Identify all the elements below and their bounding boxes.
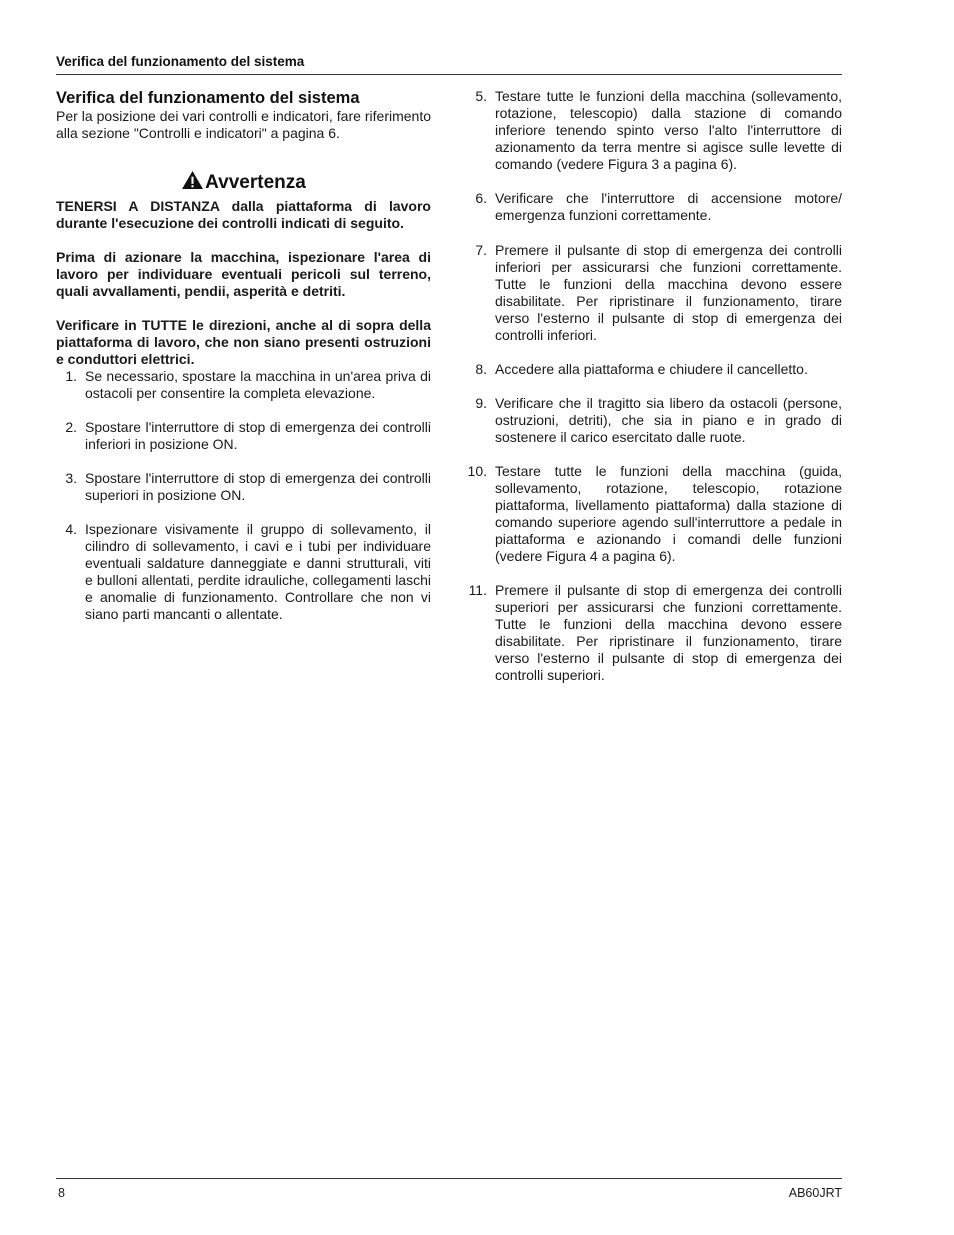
- step-text: Premere il pulsante di stop di emergenza dei controlli inferiori per assicurarsi che funzioni correttamente. Tutte le funzioni della macchina devono essere disabilitate. Per ripristinare il funzionamento, tirare verso l'esterno il pulsante di stop di emergenza dei controlli inferiori.: [495, 242, 842, 343]
- list-item: [56, 368, 431, 402]
- step-number: 8.: [475, 361, 487, 377]
- warning-title: Avvertenza: [205, 172, 306, 193]
- list-item: [466, 88, 842, 173]
- step-number: 2.: [65, 419, 77, 435]
- left-column: [56, 88, 431, 640]
- step-text: Premere il pulsante di stop di emergenza dei controlli superiori per assicurarsi che funzioni correttamente. Tutte le funzioni della macchina devono essere disabilitate. Per ripristinare il funzionamento, tirare verso l'esterno il pulsante di stop di emergenza dei controlli superiori.: [495, 582, 842, 683]
- step-text: Se necessario, spostare la macchina in un'area priva di ostacoli per consentire la completa elevazione.: [85, 368, 431, 401]
- warning-triangle-icon: [181, 170, 205, 196]
- right-column: [466, 88, 842, 684]
- running-header: Verifica del funzionamento del sistema: [56, 54, 305, 69]
- step-number: 7.: [475, 242, 487, 258]
- step-number: 3.: [65, 470, 77, 486]
- list-item: [56, 419, 431, 453]
- step-text: Ispezionare visivamente il gruppo di sollevamento, il cilindro di sollevamento, i cavi e i tubi per individuare eventuali saldature danneggiate e danni strutturali, viti e bulloni allentati, perdite idrauliche, collegamenti laschi e anomalie di funzionamento. Controllare che non vi siano parti mancanti o allentate.: [85, 521, 431, 622]
- warning-paragraph: TENERSI A DISTANZA dalla piattaforma di lavoro durante l'esecuzione dei controlli indicati di seguito.: [56, 198, 431, 231]
- page-number: 8: [58, 1186, 65, 1200]
- list-item: [466, 463, 842, 565]
- step-number: 5.: [475, 88, 487, 104]
- warning-paragraph: Prima di azionare la macchina, ispezionare l'area di lavoro per individuare eventuali pericoli sul terreno, quali avvallamenti, pendii, asperità e detriti.: [56, 249, 431, 299]
- step-text: Verificare che l'interruttore di accensione motore/ emergenza funzioni correttamente.: [495, 190, 842, 223]
- list-item: [466, 190, 842, 224]
- step-text: Testare tutte le funzioni della macchina (guida, sollevamento, rotazione, telescopio, rotazione piattaforma, livellamento piattaforma) dalla stazione di comando superiore agendo sull'interruttore a pedale in piattaforma e azionando i comandi delle funzioni (vedere Figura 4 a pagina 6).: [495, 463, 842, 564]
- step-text: Verificare che il tragitto sia libero da ostacoli (persone, ostruzioni, detriti), che sia in piano e in grado di sostenere il carico esercitato dalle ruote.: [495, 395, 842, 445]
- steps-list-right: [466, 88, 842, 684]
- step-number: 10.: [467, 463, 487, 479]
- list-item: [466, 242, 842, 344]
- step-text: Spostare l'interruttore di stop di emergenza dei controlli inferiori in posizione ON.: [85, 419, 431, 452]
- list-item: [466, 361, 842, 378]
- warning-paragraph: Verificare in TUTTE le direzioni, anche al di sopra della piattaforma di lavoro, che non siano presenti ostruzioni e conduttori elettrici.: [56, 317, 431, 367]
- step-text: Spostare l'interruttore di stop di emergenza dei controlli superiori in posizione ON.: [85, 470, 431, 503]
- step-number: 6.: [475, 190, 487, 206]
- document-code: AB60JRT: [788, 1186, 842, 1200]
- list-item: [466, 582, 842, 684]
- step-number: 1.: [65, 368, 77, 384]
- footer-divider: [56, 1178, 842, 1179]
- step-number: 4.: [65, 521, 77, 537]
- section-title: Verifica del funzionamento del sistema: [56, 89, 360, 107]
- warning-heading: [56, 170, 431, 196]
- list-item: [466, 395, 842, 446]
- step-text: Accedere alla piattaforma e chiudere il cancelletto.: [495, 361, 808, 377]
- step-text: Testare tutte le funzioni della macchina (sollevamento, rotazione, telescopio) dalla stazione di comando inferiore tenendo spinto verso l'alto l'interruttore di azionamento da terra mentre si agisce sulle levette di comando (vedere Figura 3 a pagina 6).: [495, 88, 842, 172]
- step-number: 9.: [475, 395, 487, 411]
- list-item: [56, 521, 431, 623]
- section-intro: Per la posizione dei vari controlli e indicatori, fare riferimento alla sezione "Controlli e indicatori" a pagina 6.: [56, 108, 431, 141]
- header-divider: [56, 74, 842, 75]
- step-number: 11.: [468, 582, 487, 598]
- list-item: [56, 470, 431, 504]
- steps-list-left: [56, 368, 431, 623]
